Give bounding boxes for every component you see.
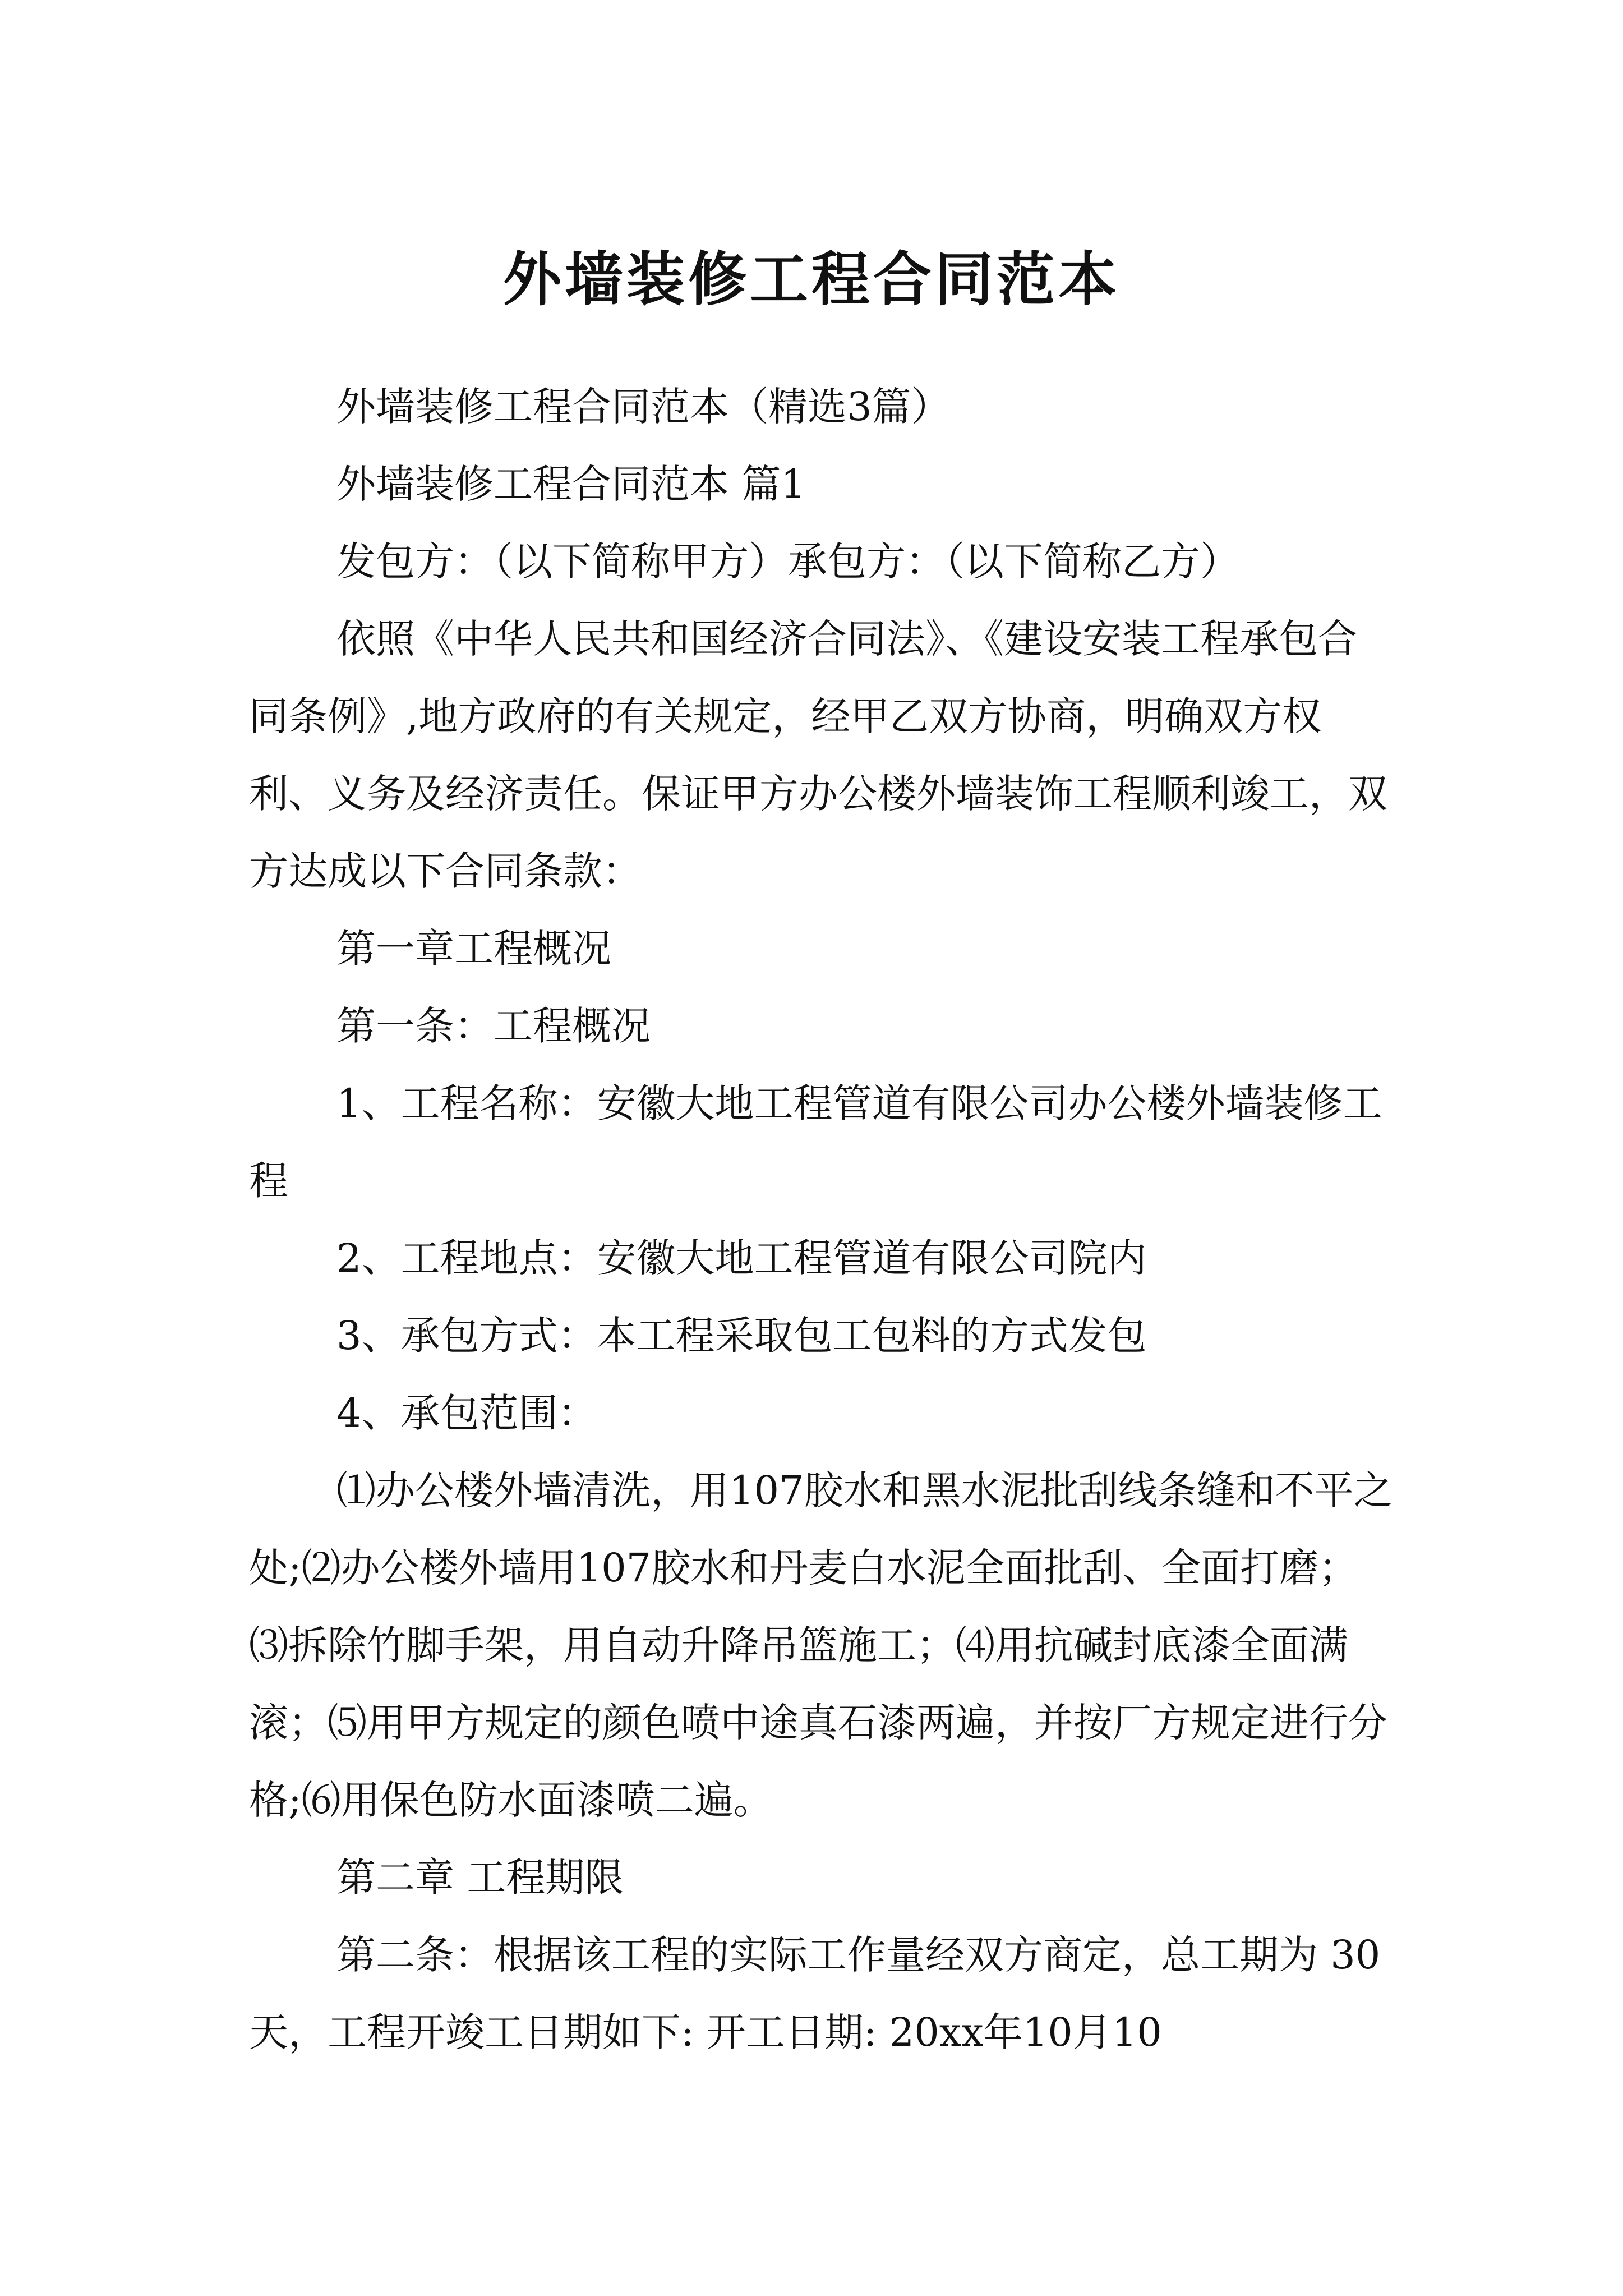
chapter-one-heading: 第一章工程概况 xyxy=(336,926,611,972)
item-project-location: 2、工程地点：安徽大地工程管道有限公司院内 xyxy=(336,1235,1147,1281)
item-scope-details: ⑴办公楼外墙清洗，用107胶水和黑水泥批刮线条缝和不平之处;⑵办公楼外墙用107胶水和丹麦白水泥全面批刮、全面打磨；⑶拆除竹脚手架，用自动升降吊篮施工；⑷用抗碱封底漆全面满滚；⑸用甲方规定的颜色喷中途真石漆两遍，并按厂方规定进行分格;⑹用保色防水面漆喷二遍。 xyxy=(249,1467,1393,1823)
document-body xyxy=(249,368,1393,2071)
paragraph-part-heading: 外墙装修工程合同范本 篇1 xyxy=(336,461,806,507)
paragraph-parties: 发包方：（以下简称甲方）承包方：（以下简称乙方） xyxy=(336,539,1239,585)
item-scope-heading: 4、承包范围： xyxy=(336,1390,597,1436)
paragraph-basis: 依照《中华人民共和国经济合同法》、《建设安装工程承包合同条例》,地方政府的有关规定，经甲乙双方协商，明确双方权利、义务及经济责任。保证甲方办公楼外墙装饰工程顺利竣工，双方达成以下合同条款： xyxy=(249,616,1387,894)
article-two-text: 第二条：根据该工程的实际工作量经双方商定，总工期为 30天，工程开竣工日期如下: 开工日期: 20xx年10月10 xyxy=(249,1932,1381,2055)
paragraph-collection-title: 外墙装修工程合同范本（精选3篇） xyxy=(336,384,951,430)
item-contract-method: 3、承包方式：本工程采取包工包料的方式发包 xyxy=(336,1313,1147,1359)
item-project-name: 1、工程名称：安徽大地工程管道有限公司办公楼外墙装修工程 xyxy=(249,1080,1382,1204)
chapter-two-heading: 第二章 工程期限 xyxy=(336,1855,624,1901)
article-one-heading: 第一条：工程概况 xyxy=(336,1003,651,1049)
document-title: 外墙装修工程合同范本 xyxy=(502,244,1120,314)
